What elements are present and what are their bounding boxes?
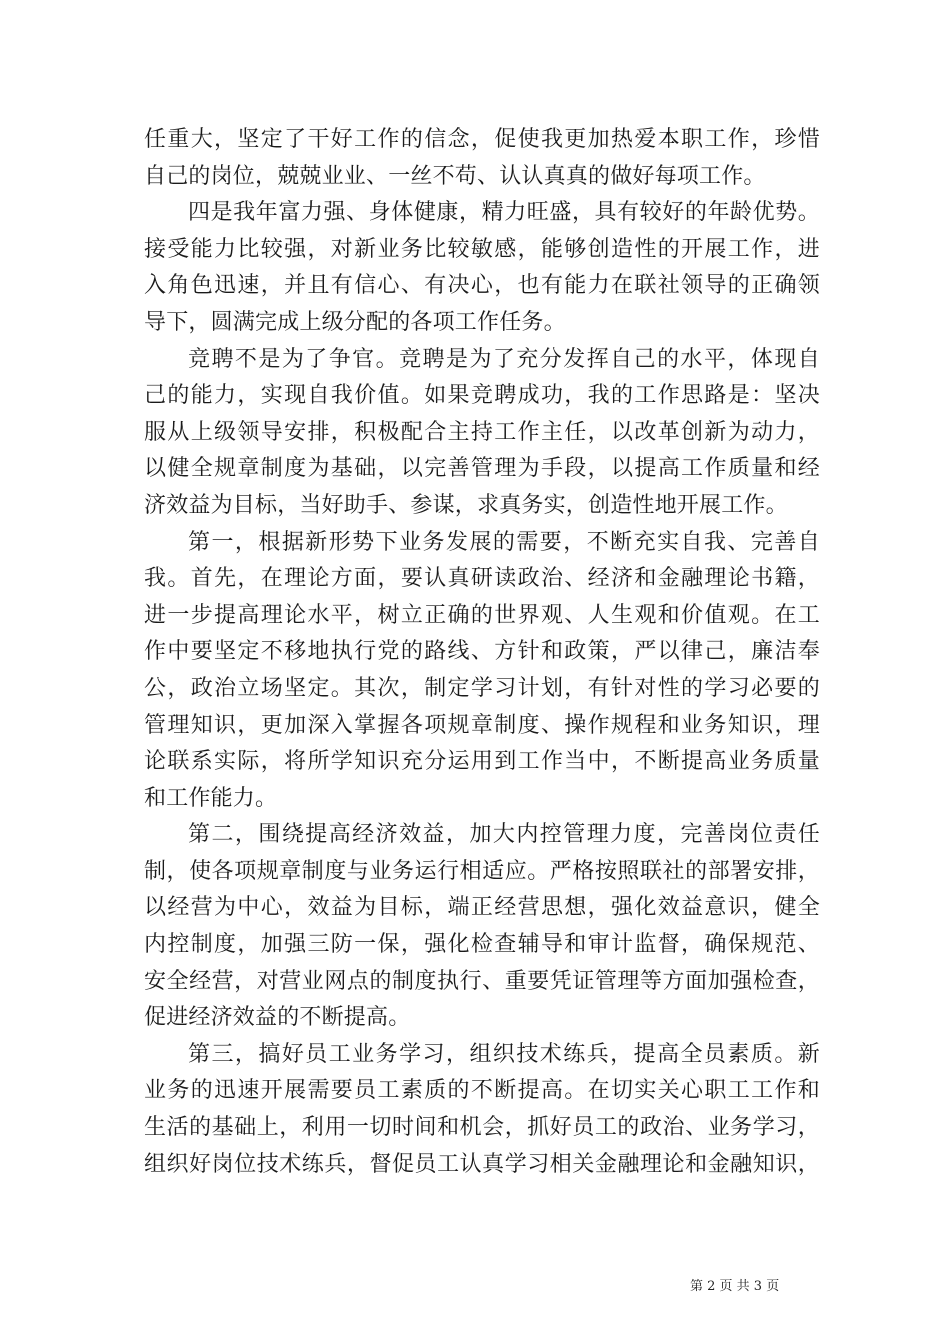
text-line: 自己的岗位，兢兢业业、一丝不苟、认认真真的做好每项工作。 [144, 163, 766, 189]
text-line: 公，政治立场坚定。其次，制定学习计划，有针对性的学习必要的 [144, 675, 820, 701]
text-line: 济效益为目标，当好助手、参谋，求真务实，创造性地开展工作。 [144, 492, 788, 518]
text-line: 制，使各项规章制度与业务运行相适应。严格按照联社的部署安排， [144, 858, 820, 884]
text-line: 论联系实际，将所学知识充分运用到工作当中，不断提高业务质量 [144, 749, 820, 775]
text-line: 和工作能力。 [144, 785, 278, 811]
text-line: 组织好岗位技术练兵，督促员工认真学习相关金融理论和金融知识， [144, 1151, 820, 1177]
text-line: 促进经济效益的不断提高。 [144, 1005, 411, 1031]
text-line: 第一，根据新形势下业务发展的需要，不断充实自我、完善自 [188, 529, 820, 555]
text-line: 服从上级领导安排，积极配合主持工作主任，以改革创新为动力， [144, 419, 820, 445]
text-line: 第二，围绕提高经济效益，加大内控管理力度，完善岗位责任 [188, 822, 820, 848]
text-line: 第三，搞好员工业务学习，组织技术练兵，提高全员素质。新 [188, 1041, 820, 1067]
document-body [144, 122, 820, 1183]
text-line: 接受能力比较强，对新业务比较敏感，能够创造性的开展工作，进 [144, 236, 820, 262]
text-line: 以健全规章制度为基础，以完善管理为手段，以提高工作质量和经 [144, 456, 820, 482]
text-line: 作中要坚定不移地执行党的路线、方针和政策，严以律己，廉洁奉 [144, 639, 820, 665]
text-line: 管理知识，更加深入掌握各项规章制度、操作规程和业务知识，理 [144, 712, 820, 738]
text-line: 内控制度，加强三防一保，强化检查辅导和审计监督，确保规范、 [144, 932, 820, 958]
text-line: 进一步提高理论水平，树立正确的世界观、人生观和价值观。在工 [144, 602, 820, 628]
text-line: 任重大，坚定了干好工作的信念，促使我更加热爱本职工作，珍惜 [144, 127, 820, 152]
text-line: 竞聘不是为了争官。竞聘是为了充分发挥自己的水平，体现自 [188, 346, 820, 372]
text-line: 安全经营，对营业网点的制度执行、重要凭证管理等方面加强检查， [144, 968, 820, 994]
text-line: 四是我年富力强、身体健康，精力旺盛，具有较好的年龄优势。 [188, 200, 820, 226]
text-line: 己的能力，实现自我价值。如果竞聘成功，我的工作思路是：坚决 [144, 383, 820, 409]
page-number: 第 2 页 共 3 页 [690, 1279, 780, 1294]
text-line: 入角色迅速，并且有信心、有决心，也有能力在联社领导的正确领 [144, 273, 820, 299]
text-line: 我。首先，在理论方面，要认真研读政治、经济和金融理论书籍， [144, 566, 820, 592]
text-line: 以经营为中心，效益为目标，端正经营思想，强化效益意识，健全 [144, 895, 820, 921]
text-line: 业务的迅速开展需要员工素质的不断提高。在切实关心职工工作和 [144, 1078, 820, 1104]
text-line: 导下，圆满完成上级分配的各项工作任务。 [144, 309, 566, 335]
text-line: 生活的基础上，利用一切时间和机会，抓好员工的政治、业务学习， [144, 1115, 820, 1141]
